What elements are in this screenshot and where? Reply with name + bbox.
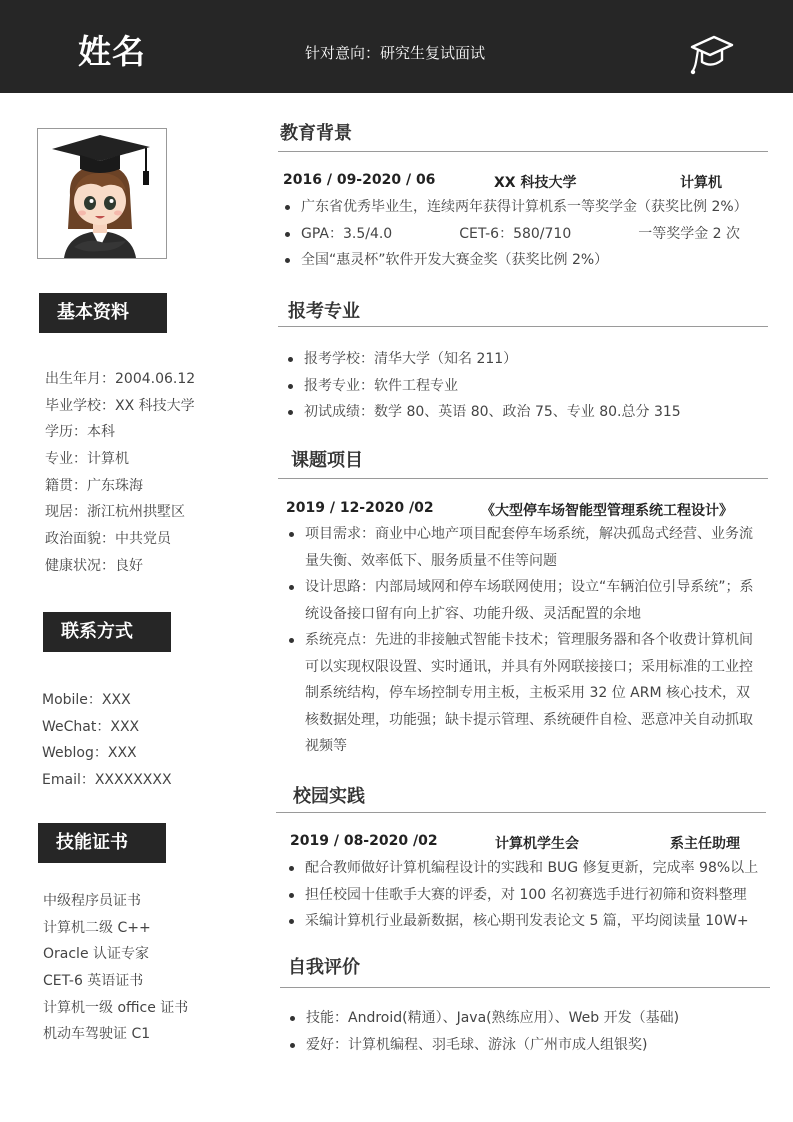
application-list	[284, 346, 768, 426]
hometown: 籍贯：广东珠海	[45, 477, 143, 494]
section-divider	[278, 151, 768, 152]
avatar	[37, 128, 167, 259]
graduate-school: 毕业学校：XX 科技大学	[45, 397, 195, 414]
cert-item: 中级程序员证书	[43, 893, 141, 909]
list-item: 项目需求：商业中心地产项目配套停车场系统，解决孤岛式经营、业务流量失衡、效率低下、服务质量不佳等问题	[285, 521, 759, 574]
health-status: 健康状况：良好	[45, 557, 143, 574]
campus-list	[285, 855, 775, 935]
cert-item: CET-6 英语证书	[43, 973, 144, 990]
contact-email: Email：XXXXXXXX	[42, 772, 172, 789]
list-item	[281, 221, 771, 248]
list-item: 报考专业：软件工程专业	[284, 373, 768, 400]
skills-heading: 技能证书	[38, 823, 166, 863]
education-title: 教育背景	[280, 123, 352, 144]
residence: 现居：浙江杭州拱墅区	[45, 504, 185, 521]
list-item: 配合教师做好计算机编程设计的实践和 BUG 修复更新，完成率 98%以上	[285, 855, 775, 882]
campus-period: 2019 / 08-2020 /02	[290, 833, 438, 849]
campus-role: 系主任助理	[670, 836, 740, 852]
list-item: 初试成绩：数学 80、英语 80、政治 75、专业 80.总分 315	[284, 399, 768, 426]
political-status: 政治面貌：中共党员	[45, 531, 171, 548]
list-item: 担任校园十佳歌手大赛的评委，对 100 名初赛选手进行初筛和资料整理	[285, 882, 775, 909]
skills-list	[43, 888, 188, 1048]
application-title: 报考专业	[288, 301, 360, 322]
list-item: 采编计算机行业最新数据，核心期刊发表论文 5 篇，平均阅读量 10W+	[285, 908, 775, 935]
gpa-value: GPA：3.5/4.0	[301, 225, 393, 242]
education-major: 计算机	[680, 175, 722, 191]
list-item: 广东省优秀毕业生，连续两年获得计算机系一等奖学金（获奖比例 2%）	[281, 194, 771, 221]
list-item: 全国“惠灵杯”软件开发大赛金奖（获奖比例 2%）	[281, 247, 771, 274]
education-list	[281, 194, 771, 274]
header-bar	[0, 0, 793, 93]
cert-item: 计算机二级 C++	[43, 919, 151, 936]
cert-item: 计算机一级 office 证书	[43, 999, 189, 1016]
section-divider	[278, 478, 768, 479]
list-item: 爱好：计算机编程、羽毛球、游泳（广州市成人组银奖)	[286, 1032, 770, 1059]
section-divider	[280, 987, 770, 988]
degree: 学历：本科	[45, 424, 115, 441]
birth-date: 出生年月：2004.06.12	[45, 371, 196, 387]
list-item: 设计思路：内部局域网和停车场联网使用；设立“车辆泊位引导系统”；系统设备接口留有向上扩容、功能升级、灵活配置的余地	[285, 574, 759, 627]
campus-org: 计算机学生会	[495, 836, 579, 852]
contact-weblog: Weblog：XXX	[42, 745, 137, 762]
cert-item: 机动车驾驶证 C1	[43, 1026, 151, 1043]
project-list	[285, 521, 759, 760]
project-title: 课题项目	[291, 450, 363, 471]
basic-info-list	[45, 366, 195, 580]
education-period: 2016 / 09-2020 / 06	[283, 172, 436, 188]
list-item: 技能：Android(精通）、Java(熟练应用）、Web 开发（基础)	[286, 1005, 770, 1032]
self-eval-title: 自我评价	[288, 957, 360, 978]
contact-wechat: WeChat：XXX	[42, 718, 140, 735]
graduation-cap-icon	[688, 30, 734, 76]
education-school: XX 科技大学	[494, 175, 577, 191]
cet-value: CET-6：580/710	[459, 225, 572, 242]
section-divider	[276, 812, 766, 813]
contact-list	[42, 687, 172, 794]
list-item: 系统亮点：先进的非接触式智能卡技术；管理服务器和各个收费计算机间可以实现权限设置、实时通讯，并具有外网联接接口；采用标准的工业控制系统结构，停车场控制专用主板，主板采用 32 位 ARM 核心技术，双核数据处理，功能强；缺卡提示管理、系统硬件自检、恶意冲关自动抓取视频等	[285, 627, 759, 760]
campus-title: 校园实践	[293, 786, 365, 807]
job-intent: 针对意向：研究生复试面试	[305, 44, 486, 62]
candidate-name: 姓名	[78, 32, 146, 71]
cert-item: Oracle 认证专家	[43, 946, 150, 963]
major: 专业：计算机	[45, 451, 129, 468]
self-eval-list	[286, 1005, 770, 1058]
contact-mobile: Mobile：XXX	[42, 692, 131, 708]
project-name: 《大型停车场智能型管理系统工程设计》	[481, 503, 733, 519]
list-item: 报考学校：清华大学（知名 211）	[284, 346, 768, 373]
basic-info-heading: 基本资料	[39, 293, 167, 333]
section-divider	[278, 326, 768, 327]
project-period: 2019 / 12-2020 /02	[286, 500, 434, 516]
scholarship-value: 一等奖学金 2 次	[638, 225, 741, 242]
contact-heading: 联系方式	[43, 612, 171, 652]
